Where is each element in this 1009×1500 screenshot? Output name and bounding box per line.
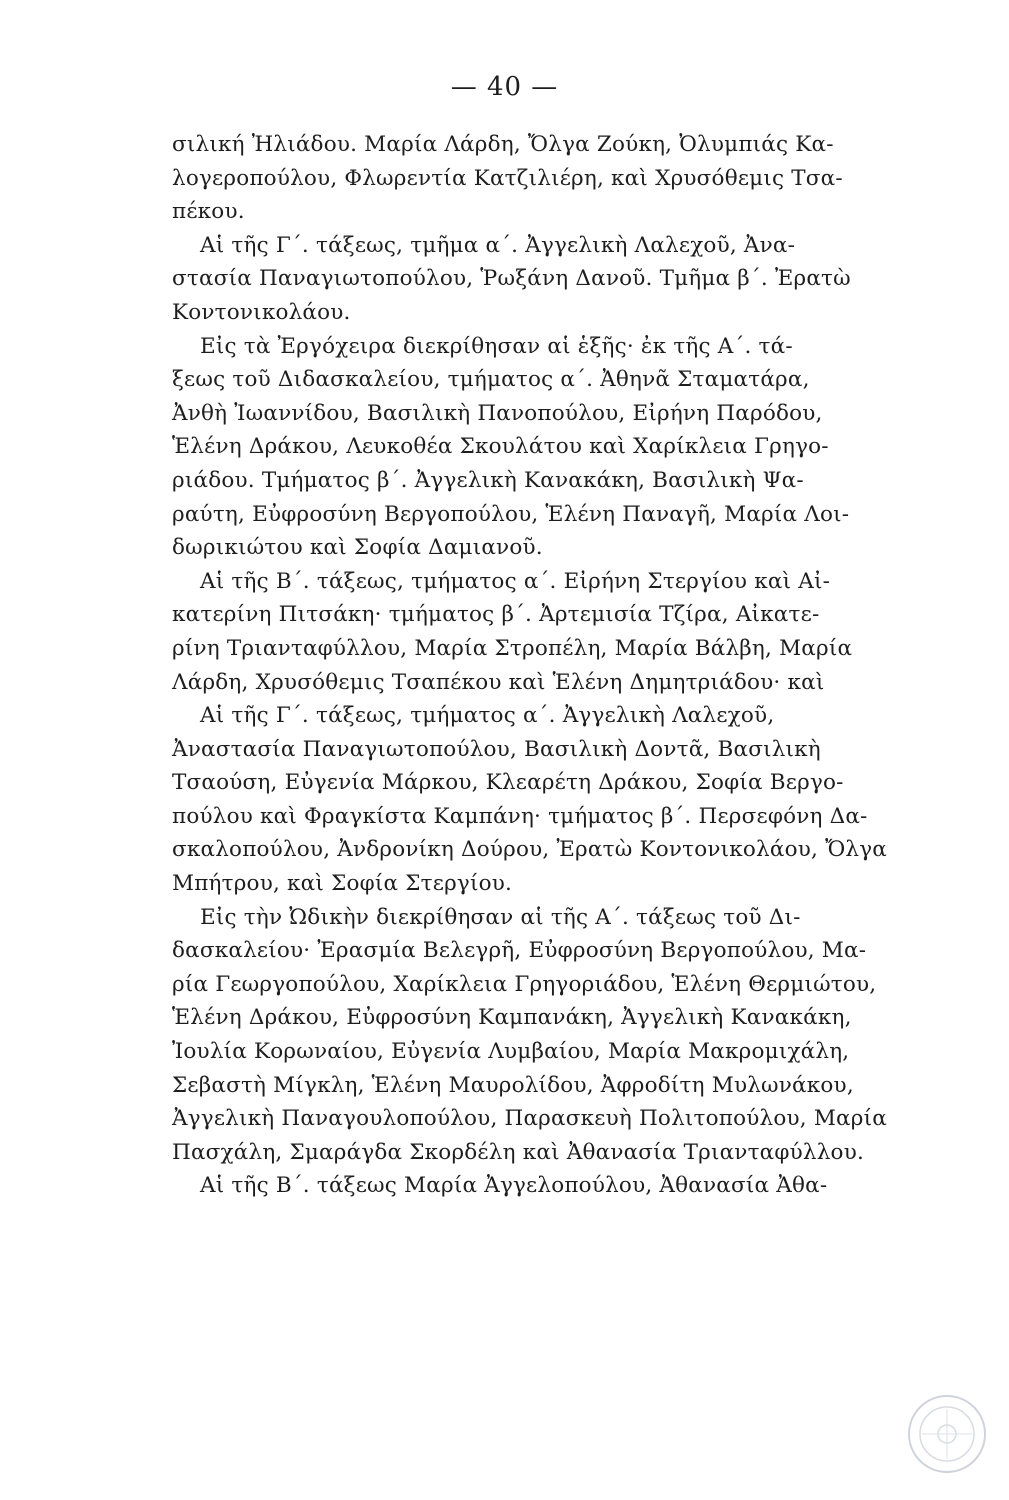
text-line: Αἱ τῆς Β΄. τάξεως Μαρία Ἀγγελοπούλου, Ἀθανασία Ἀθα- [200, 1173, 828, 1199]
text-line: Πασχάλη, Σμαράγδα Σκορδέλη καὶ Ἀθανασία Τριανταφύλλου. [172, 1139, 865, 1165]
text-line: ραύτη, Εὐφροσύνη Βεργοπούλου, Ἑλένη Παναγῆ, Μαρία Λοι- [172, 501, 850, 527]
text-line: πέκου. [172, 199, 245, 225]
text-line: Ἑλένη Δράκου, Εὐφροσύνη Καμπανάκη, Ἀγγελικὴ Κανακάκη, [172, 1005, 852, 1031]
text-line: κατερίνη Πιτσάκη· τμήματος β΄. Ἀρτεμισία Τζίρα, Αἰκατε- [172, 602, 820, 628]
body-text [172, 128, 909, 1203]
library-stamp-icon [906, 1393, 988, 1475]
text-line: Αἱ τῆς Γ΄. τάξεως, τμῆμα α΄. Ἀγγελικὴ Λαλεχοῦ, Ἀνα- [200, 232, 796, 258]
text-line: σιλική Ἠλιάδου. Μαρία Λάρδη, Ὄλγα Ζούκη, Ὀλυμπιάς Κα- [172, 132, 834, 157]
text-line: Τσαούση, Εὐγενία Μάρκου, Κλεαρέτη Δράκου, Σοφία Βεργο- [172, 770, 844, 796]
text-line: πούλου καὶ Φραγκίστα Καμπάνη· τμήματος β΄. Περσεφόνη Δα- [172, 803, 868, 829]
text-line: ριάδου. Τμήματος β΄. Ἀγγελικὴ Κανακάκη, Βασιλικὴ Ψα- [172, 467, 804, 493]
text-line: Σεβαστὴ Μίγκλη, Ἑλένη Μαυρολίδου, Ἀφροδίτη Μυλωνάκου, [172, 1072, 854, 1098]
text-line: δασκαλείου· Ἐρασμία Βελεγρῆ, Εὐφροσύνη Βεργοπούλου, Μα- [172, 938, 867, 964]
text-line: Αἱ τῆς Β΄. τάξεως, τμήματος α΄. Εἰρήνη Στεργίου καὶ Αἰ- [200, 568, 831, 594]
text-line: Εἰς τὰ Ἐργόχειρα διεκρίθησαν αἱ ἑξῆς· ἐκ τῆς Α΄. τά- [200, 333, 793, 359]
text-line: Λάρδη, Χρυσόθεμις Τσαπέκου καὶ Ἑλένη Δημητριάδου· καὶ [172, 669, 825, 695]
text-line: ξεως τοῦ Διδασκαλείου, τμήματος α΄. Ἀθηνᾶ Σταματάρα, [172, 367, 810, 393]
text-line: ρίνη Τριανταφύλλου, Μαρία Στροπέλη, Μαρία Βάλβη, Μαρία [172, 635, 853, 661]
page-number: — 40 — [450, 72, 559, 102]
text-line: Ἀγγελικὴ Παναγουλοπούλου, Παρασκευὴ Πολιτοπούλου, Μαρία [172, 1106, 887, 1132]
text-line: Ἰουλία Κορωναίου, Εὐγενία Λυμβαίου, Μαρία Μακρομιχάλη, [172, 1039, 850, 1065]
text-line: Αἱ τῆς Γ΄. τάξεως, τμήματος α΄. Ἀγγελικὴ Λαλεχοῦ, [200, 703, 775, 729]
text-line: Ἀνθὴ Ἰωαννίδου, Βασιλικὴ Πανοπούλου, Εἰρήνη Παρόδου, [172, 400, 823, 426]
text-line: ρία Γεωργοπούλου, Χαρίκλεια Γρηγοριάδου, Ἑλένη Θερμιώτου, [172, 971, 877, 997]
text-line: δωρικιώτου καὶ Σοφία Δαμιανοῦ. [172, 535, 543, 561]
text-line: Ἑλένη Δράκου, Λευκοθέα Σκουλάτου καὶ Χαρίκλεια Γρηγο- [172, 434, 829, 460]
text-line: στασία Παναγιωτοπούλου, Ῥωξάνη Δανοῦ. Τμῆμα β΄. Ἐρατὼ [172, 266, 851, 292]
text-line: Εἰς τὴν Ὠδικὴν διεκρίθησαν αἱ τῆς Α΄. τάξεως τοῦ Δι- [200, 904, 801, 930]
text-line: σκαλοπούλου, Ἀνδρονίκη Δούρου, Ἐρατὼ Κοντονικολάου, Ὄλγα [172, 837, 888, 863]
text-line: Ἀναστασία Παναγιωτοπούλου, Βασιλικὴ Δοντᾶ, Βασιλικὴ [172, 736, 821, 762]
text-line: Μπήτρου, καὶ Σοφία Στεργίου. [172, 871, 513, 897]
text-line: Κοντονικολάου. [172, 299, 351, 325]
text-line: λογεροπούλου, Φλωρεντία Κατζιλιέρη, καὶ Χρυσόθεμις Τσα- [172, 165, 843, 191]
